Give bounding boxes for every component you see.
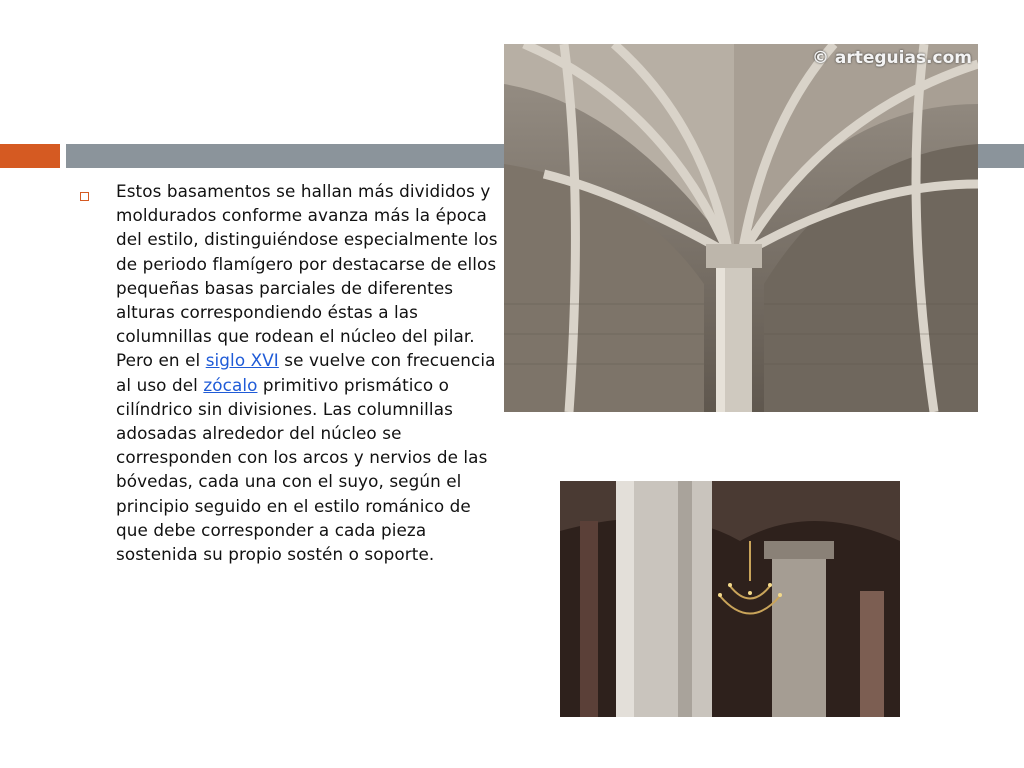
paragraph-text-part-2: se vuelve con frecuencia al uso del: [116, 350, 496, 395]
link-zocalo[interactable]: zócalo: [203, 374, 258, 395]
link-siglo-xvi[interactable]: siglo XVI: [205, 350, 279, 371]
body-paragraph: [116, 179, 501, 566]
bullet-square-icon: [80, 192, 89, 201]
paragraph-text-part-1: Estos basamentos se hallan más divididos y moldurados conforme avanza más la época del estilo, distinguiéndose especialmente los de periodo flamígero por destacarse de ellos pequeñas basas parciales de diferentes alturas correspondiendo éstas a las columnillas que rodean el núcleo del pilar. Pero en el: [116, 181, 498, 371]
photo-watermark: © arteguias.com: [811, 48, 972, 68]
gothic-vault-photo: [504, 44, 978, 412]
paragraph-text-part-3: primitivo prismático o cilíndrico sin divisiones. Las columnillas adosadas alrededor del núcleo se corresponden con los arcos y nervios de las bóvedas, cada una con el suyo, según el principio seguido en el estilo románico de que debe corresponder a cada pieza sostenida su propio sostén o soporte.: [116, 374, 488, 565]
accent-bar-orange: [0, 144, 60, 168]
cathedral-interior-photo: [560, 481, 900, 717]
